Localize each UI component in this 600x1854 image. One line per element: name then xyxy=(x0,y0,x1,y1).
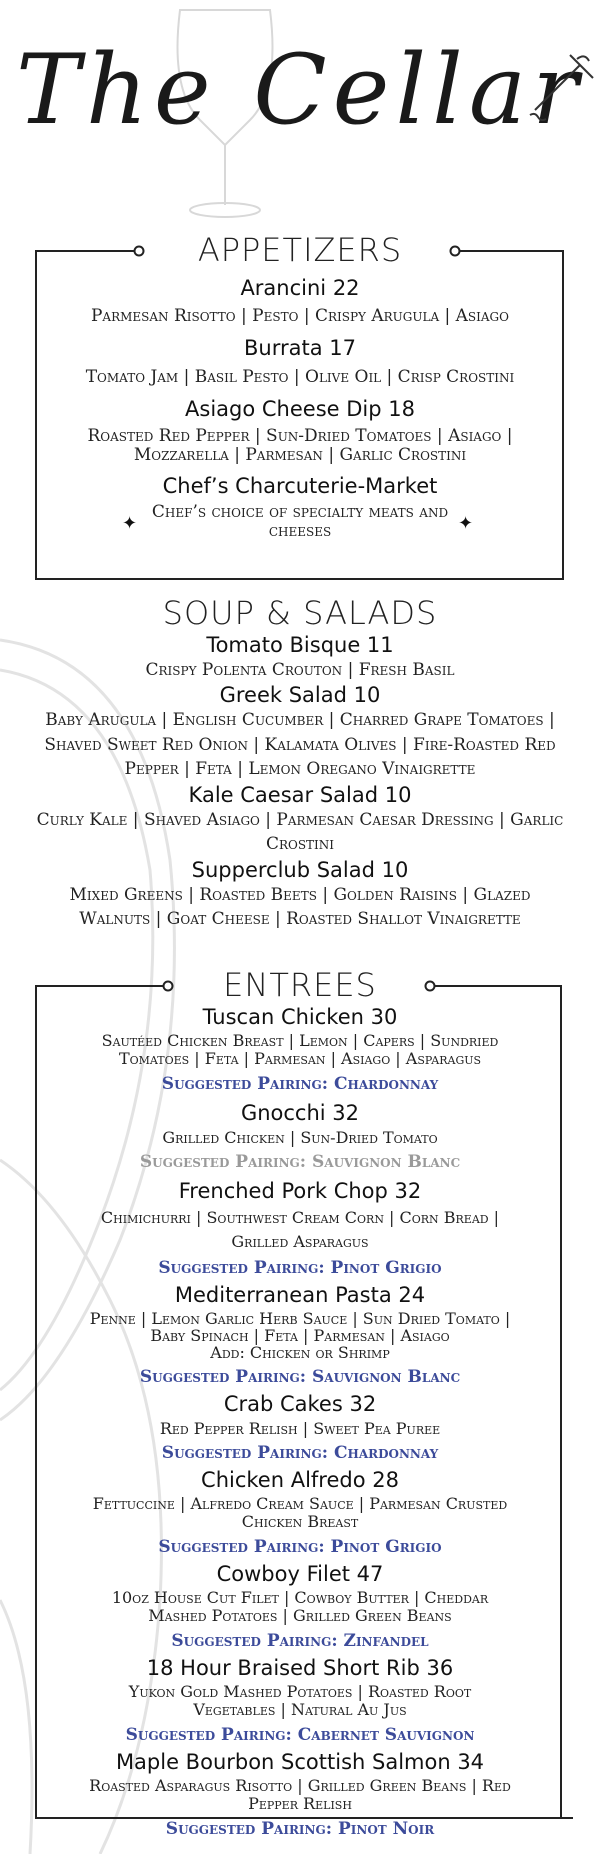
corkscrew-icon xyxy=(525,45,600,125)
item-name: Cowboy Filet 47 xyxy=(216,1562,384,1586)
wine-pairing: Suggested Pairing: Pinot Grigio xyxy=(158,1258,442,1278)
item-desc: Penne | Lemon Garlic Herb Sauce | Sun Dried Tomato | Baby Spinach | Feta | Parmesan | Asiago xyxy=(89,1309,511,1345)
item-name: 18 Hour Braised Short Rib 36 xyxy=(146,1656,454,1680)
item-name: Burrata 17 xyxy=(244,336,356,360)
menu-item xyxy=(0,1655,600,1747)
section-title: ENTREES xyxy=(223,966,377,1004)
item-desc: Fettuccine | Alfredo Cream Sauce | Parmesan Crusted Chicken Breast xyxy=(92,1494,508,1531)
menu-item xyxy=(0,396,600,465)
item-name: Chicken Alfredo 28 xyxy=(201,1468,399,1492)
menu-item xyxy=(0,1100,600,1174)
item-name: Crab Cakes 32 xyxy=(223,1392,377,1416)
menu-item xyxy=(0,682,600,782)
soup-salads-section xyxy=(0,594,600,932)
item-desc: Grilled Chicken | Sun-Dried Tomato xyxy=(162,1128,438,1147)
wine-pairing: Suggested Pairing: Zinfandel xyxy=(171,1631,429,1651)
item-addon: Add: Chicken or Shrimp xyxy=(210,1343,390,1362)
item-name: Arancini 22 xyxy=(240,276,360,300)
item-name: Frenched Pork Chop 32 xyxy=(178,1179,422,1203)
section-title: APPETIZERS xyxy=(197,231,403,269)
item-desc: Red Pepper Relish | Sweet Pea Puree xyxy=(159,1419,441,1438)
item-desc: 10oz House Cut Filet | Cowboy Butter | Cheddar Mashed Potatoes | Grilled Green Beans xyxy=(111,1588,489,1625)
menu-item xyxy=(0,473,600,541)
wine-pairing: Suggested Pairing: Chardonnay xyxy=(161,1074,439,1094)
wine-pairing: Suggested Pairing: Cabernet Sauvignon xyxy=(125,1725,475,1745)
item-desc: Roasted Asparagus Risotto | Grilled Green Beans | Red Pepper Relish xyxy=(89,1776,511,1813)
entrees-section xyxy=(0,966,600,1841)
wine-pairing: Suggested Pairing: Sauvignon Blanc xyxy=(139,1367,461,1387)
menu-item xyxy=(0,1178,600,1280)
item-desc: Baby Arugula | English Cucumber | Charred Grape Tomatoes | Shaved Sweet Red Onion | Kalamata Olives | Fire-Roasted Red Pepper | Feta | Lemon Oregano Vinaigrette xyxy=(44,710,556,779)
item-name: Gnocchi 32 xyxy=(240,1101,360,1125)
item-name: Tomato Bisque 11 xyxy=(206,633,394,657)
item-desc: Parmesan Risotto | Pesto | Crispy Arugula | Asiago xyxy=(90,306,509,326)
wine-pairing: Suggested Pairing: Pinot Grigio xyxy=(158,1537,442,1557)
wine-pairing: Suggested Pairing: Sauvignon Blanc xyxy=(139,1152,461,1172)
menu-item xyxy=(0,632,600,682)
item-name: Tuscan Chicken 30 xyxy=(202,1005,398,1029)
wine-pairing: Suggested Pairing: Pinot Noir xyxy=(165,1819,435,1839)
item-desc: Curly Kale | Shaved Asiago | Parmesan Caesar Dressing | Garlic Crostini xyxy=(36,809,564,854)
rule-end-dot xyxy=(134,246,145,257)
logo xyxy=(0,0,600,235)
item-name: Mediterranean Pasta 24 xyxy=(174,1283,426,1307)
item-desc: Crispy Polenta Crouton | Fresh Basil xyxy=(145,660,455,680)
item-desc: Mixed Greens | Roasted Beets | Golden Raisins | Glazed Walnuts | Goat Cheese | Roasted Shallot Vinaigrette xyxy=(69,884,531,929)
item-name: Supperclub Salad 10 xyxy=(191,857,409,882)
item-name: Greek Salad 10 xyxy=(219,683,381,707)
item-desc: Sautéed Chicken Breast | Lemon | Capers | Sundried Tomatoes | Feta | Parmesan | Asiago | Asparagus xyxy=(101,1031,499,1068)
rule-end-dot xyxy=(450,246,461,257)
item-desc: Yukon Gold Mashed Potatoes | Roasted Root Vegetables | Natural Au Jus xyxy=(128,1682,472,1719)
menu-item xyxy=(0,1749,600,1841)
rule-end-dot xyxy=(163,981,174,992)
menu-item xyxy=(0,1561,600,1653)
item-name: Chef’s Charcuterie-Market xyxy=(162,474,438,498)
item-name: Kale Caesar Salad 10 xyxy=(188,782,412,807)
item-desc: Chimichurri | Southwest Cream Corn | Corn Bread | Grilled Asparagus xyxy=(100,1208,500,1251)
menu-item xyxy=(0,335,600,388)
item-desc: Roasted Red Pepper | Sun-Dried Tomatoes | Asiago | Mozzarella | Parmesan | Garlic Crostini xyxy=(87,426,513,465)
logo-text: The Cellar xyxy=(16,34,584,146)
menu-item xyxy=(0,1282,600,1389)
menu-item xyxy=(0,1391,600,1465)
item-name: Maple Bourbon Scottish Salmon 34 xyxy=(115,1750,485,1774)
menu-item xyxy=(0,857,600,932)
sparkle-icon: ✦ xyxy=(122,513,138,534)
wine-pairing: Suggested Pairing: Chardonnay xyxy=(161,1443,439,1463)
menu-item xyxy=(0,1467,600,1559)
item-desc: Tomato Jam | Basil Pesto | Olive Oil | Crisp Crostini xyxy=(85,367,515,387)
section-title: SOUP & SALADS xyxy=(162,594,438,632)
appetizers-section xyxy=(0,231,600,541)
sparkle-icon: ✦ xyxy=(458,513,474,534)
menu-item xyxy=(0,1004,600,1096)
item-name: Asiago Cheese Dip 18 xyxy=(185,397,415,421)
menu-item xyxy=(0,275,600,327)
item-desc: Chef’s choice of specialty meats and cheeses xyxy=(151,502,449,541)
menu-item xyxy=(0,782,600,857)
rule-end-dot xyxy=(425,981,436,992)
